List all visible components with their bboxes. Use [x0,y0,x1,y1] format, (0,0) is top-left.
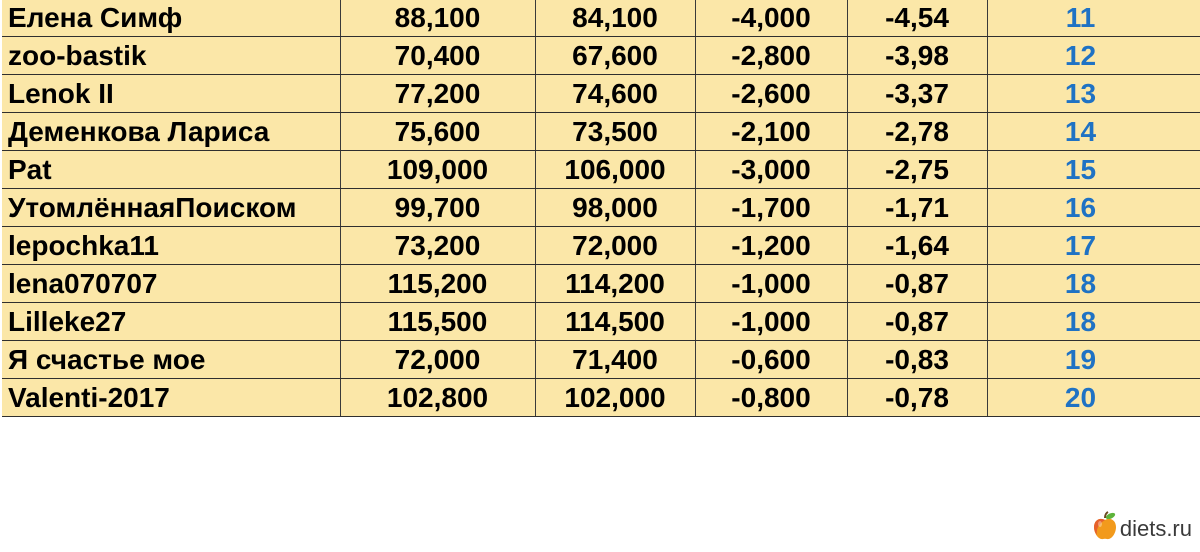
current-weight-cell: 114,500 [535,303,695,341]
start-weight-cell: 102,800 [340,379,535,417]
current-weight-cell: 71,400 [535,341,695,379]
current-weight-cell: 102,000 [535,379,695,417]
weight-diff-cell: -2,800 [695,37,847,75]
rank-cell: 14 [987,113,1200,151]
current-weight-cell: 106,000 [535,151,695,189]
rank-cell: 13 [987,75,1200,113]
weight-diff-cell: -3,000 [695,151,847,189]
participant-name-cell: Pat [2,151,340,189]
table-row [2,379,1200,417]
table-row [2,303,1200,341]
percent-cell: -0,87 [847,265,987,303]
start-weight-cell: 115,200 [340,265,535,303]
participant-name-cell: Valenti-2017 [2,379,340,417]
current-weight-cell: 98,000 [535,189,695,227]
participant-name-cell: Lenok II [2,75,340,113]
weight-diff-cell: -0,600 [695,341,847,379]
percent-cell: -0,87 [847,303,987,341]
participant-name-cell: lena070707 [2,265,340,303]
current-weight-cell: 73,500 [535,113,695,151]
watermark [1092,511,1192,546]
current-weight-cell: 74,600 [535,75,695,113]
participant-name-cell: Деменкова Лариса [2,113,340,151]
participant-name-cell: УтомлённаяПоиском [2,189,340,227]
percent-cell: -1,71 [847,189,987,227]
table-row [2,341,1200,379]
percent-cell: -0,83 [847,341,987,379]
participant-name-cell: lepochka11 [2,227,340,265]
start-weight-cell: 75,600 [340,113,535,151]
table-row [2,151,1200,189]
participant-name-cell: zoo-bastik [2,37,340,75]
rank-cell: 19 [987,341,1200,379]
start-weight-cell: 109,000 [340,151,535,189]
rank-cell: 12 [987,37,1200,75]
participant-name-cell: Я счастье мое [2,341,340,379]
percent-cell: -0,78 [847,379,987,417]
table-row [2,113,1200,151]
current-weight-cell: 67,600 [535,37,695,75]
table-row [2,75,1200,113]
rank-cell: 17 [987,227,1200,265]
weight-diff-cell: -2,600 [695,75,847,113]
weight-diff-cell: -4,000 [695,0,847,37]
current-weight-cell: 114,200 [535,265,695,303]
start-weight-cell: 115,500 [340,303,535,341]
participant-name-cell: Lilleke27 [2,303,340,341]
percent-cell: -4,54 [847,0,987,37]
weight-diff-cell: -1,700 [695,189,847,227]
table-row [2,189,1200,227]
start-weight-cell: 73,200 [340,227,535,265]
start-weight-cell: 77,200 [340,75,535,113]
weight-diff-cell: -1,200 [695,227,847,265]
start-weight-cell: 72,000 [340,341,535,379]
start-weight-cell: 70,400 [340,37,535,75]
table-row [2,265,1200,303]
participant-name-cell: Елена Симф [2,0,340,37]
table-row [2,227,1200,265]
table-row [2,0,1200,37]
results-table [2,0,1200,417]
weight-diff-cell: -1,000 [695,303,847,341]
weight-diff-cell: -1,000 [695,265,847,303]
rank-cell: 16 [987,189,1200,227]
table-body [2,0,1200,417]
percent-cell: -3,98 [847,37,987,75]
current-weight-cell: 72,000 [535,227,695,265]
percent-cell: -3,37 [847,75,987,113]
rank-cell: 11 [987,0,1200,37]
weight-diff-cell: -2,100 [695,113,847,151]
current-weight-cell: 84,100 [535,0,695,37]
start-weight-cell: 88,100 [340,0,535,37]
start-weight-cell: 99,700 [340,189,535,227]
weight-diff-cell: -0,800 [695,379,847,417]
percent-cell: -2,75 [847,151,987,189]
percent-cell: -1,64 [847,227,987,265]
apple-icon [1092,511,1118,546]
rank-cell: 20 [987,379,1200,417]
table-row [2,37,1200,75]
watermark-text: diets.ru [1119,515,1192,541]
percent-cell: -2,78 [847,113,987,151]
rank-cell: 18 [987,303,1200,341]
rank-cell: 18 [987,265,1200,303]
spreadsheet [2,0,1200,417]
rank-cell: 15 [987,151,1200,189]
